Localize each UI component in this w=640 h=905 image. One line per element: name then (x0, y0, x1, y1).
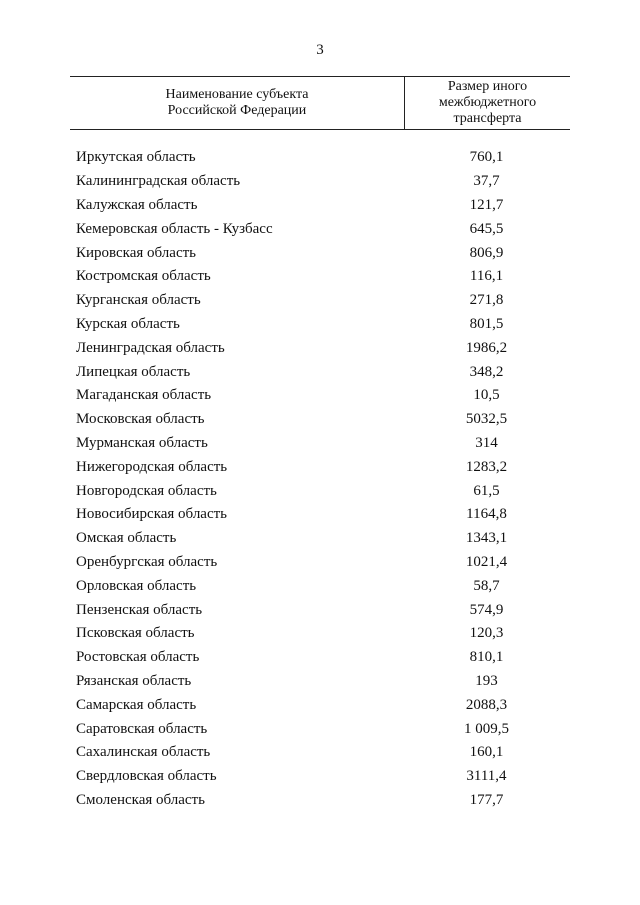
subject-name-cell: Омская область (76, 530, 177, 547)
subject-name-cell: Ленинградская область (76, 339, 225, 356)
transfer-amount-cell: 58,7 (473, 577, 500, 594)
table-row (70, 646, 570, 670)
transfer-amount-cell: 177,7 (469, 791, 504, 808)
subject-name-cell: Свердловская область (76, 768, 217, 785)
subject-name-cell: Сахалинская область (76, 744, 211, 761)
subject-name-cell: Мурманская область (76, 434, 208, 451)
transfer-amount-cell: 1021,4 (465, 553, 508, 570)
subject-name-cell: Оренбургская область (76, 553, 218, 570)
transfer-amount-cell: 120,3 (469, 625, 504, 642)
table-row (70, 194, 570, 218)
subject-name-cell: Самарская область (76, 696, 197, 713)
transfer-amount-cell: 1986,2 (465, 339, 508, 356)
table-row (70, 574, 570, 598)
transfer-amount-cell: 2088,3 (465, 696, 508, 713)
transfer-amount-cell: 160,1 (469, 744, 504, 761)
subject-name-cell: Московская область (76, 411, 205, 428)
subject-name-cell: Пензенская область (76, 601, 203, 618)
subject-name-cell: Кировская область (76, 244, 197, 261)
table-row (70, 693, 570, 717)
transfer-amount-cell: 1343,1 (465, 530, 508, 547)
subject-name-cell: Магаданская область (76, 387, 212, 404)
transfer-amount-cell: 1283,2 (465, 458, 508, 475)
subject-name-cell: Новгородская область (76, 482, 217, 499)
transfer-amount-cell: 3111,4 (466, 768, 507, 785)
subject-name-cell: Нижегородская область (76, 458, 228, 475)
subject-name-cell: Костромская область (76, 268, 211, 285)
table-row (70, 765, 570, 789)
transfer-amount-cell: 348,2 (469, 363, 504, 380)
table-row (70, 455, 570, 479)
transfer-amount-cell: 810,1 (469, 649, 504, 666)
transfer-amount-cell: 5032,5 (465, 411, 508, 428)
transfer-table (70, 76, 570, 812)
subject-name-cell: Ростовская область (76, 649, 200, 666)
table-header (70, 76, 570, 130)
table-row (70, 551, 570, 575)
subject-name-cell: Липецкая область (76, 363, 191, 380)
subject-name-cell: Смоленская область (76, 791, 205, 808)
subject-name-cell: Рязанская область (76, 672, 192, 689)
transfer-amount-cell: 806,9 (469, 244, 504, 261)
table-row (70, 408, 570, 432)
table-row (70, 146, 570, 170)
subject-name-cell: Курская область (76, 315, 180, 332)
table-row (70, 336, 570, 360)
subject-name-cell: Саратовская область (76, 720, 208, 737)
subject-name-cell: Иркутская область (76, 149, 196, 166)
table-row (70, 384, 570, 408)
transfer-amount-cell: 645,5 (469, 220, 504, 237)
subject-name-cell: Орловская область (76, 577, 197, 594)
subject-name-cell: Калужская область (76, 196, 198, 213)
table-row (70, 313, 570, 337)
transfer-amount-cell: 116,1 (469, 268, 504, 285)
transfer-amount-cell: 1 009,5 (464, 720, 509, 737)
transfer-amount-cell: 1164,8 (466, 506, 507, 523)
transfer-amount-cell: 574,9 (469, 601, 504, 618)
table-row (70, 479, 570, 503)
table-row (70, 265, 570, 289)
header-transfer-amount: Размер иного межбюджетного трансферта (404, 77, 570, 129)
transfer-amount-cell: 801,5 (469, 315, 504, 332)
table-row (70, 717, 570, 741)
table-row (70, 503, 570, 527)
subject-name-cell: Курганская область (76, 292, 201, 309)
transfer-amount-cell: 10,5 (473, 387, 500, 404)
table-row (70, 670, 570, 694)
table-row (70, 598, 570, 622)
transfer-amount-cell: 61,5 (473, 482, 500, 499)
transfer-amount-cell: 37,7 (473, 173, 500, 190)
subject-name-cell: Калининградская область (76, 173, 241, 190)
table-row (70, 217, 570, 241)
transfer-amount-cell: 314 (475, 434, 498, 451)
table-row (70, 360, 570, 384)
table-row (70, 789, 570, 813)
subject-name-cell: Псковская область (76, 625, 195, 642)
table-body (70, 146, 570, 812)
table-row (70, 622, 570, 646)
table-row (70, 527, 570, 551)
table-row (70, 170, 570, 194)
transfer-amount-cell: 760,1 (469, 149, 504, 166)
transfer-amount-cell: 271,8 (469, 292, 504, 309)
page-number: 3 (316, 42, 324, 58)
table-row (70, 241, 570, 265)
subject-name-cell: Кемеровская область - Кузбасс (76, 220, 273, 237)
table-row (70, 432, 570, 456)
header-subject-name: Наименование субъекта Российской Федерации (165, 87, 309, 118)
transfer-amount-cell: 193 (475, 672, 498, 689)
transfer-amount-cell: 121,7 (469, 196, 504, 213)
table-row (70, 289, 570, 313)
subject-name-cell: Новосибирская область (76, 506, 228, 523)
table-row (70, 741, 570, 765)
